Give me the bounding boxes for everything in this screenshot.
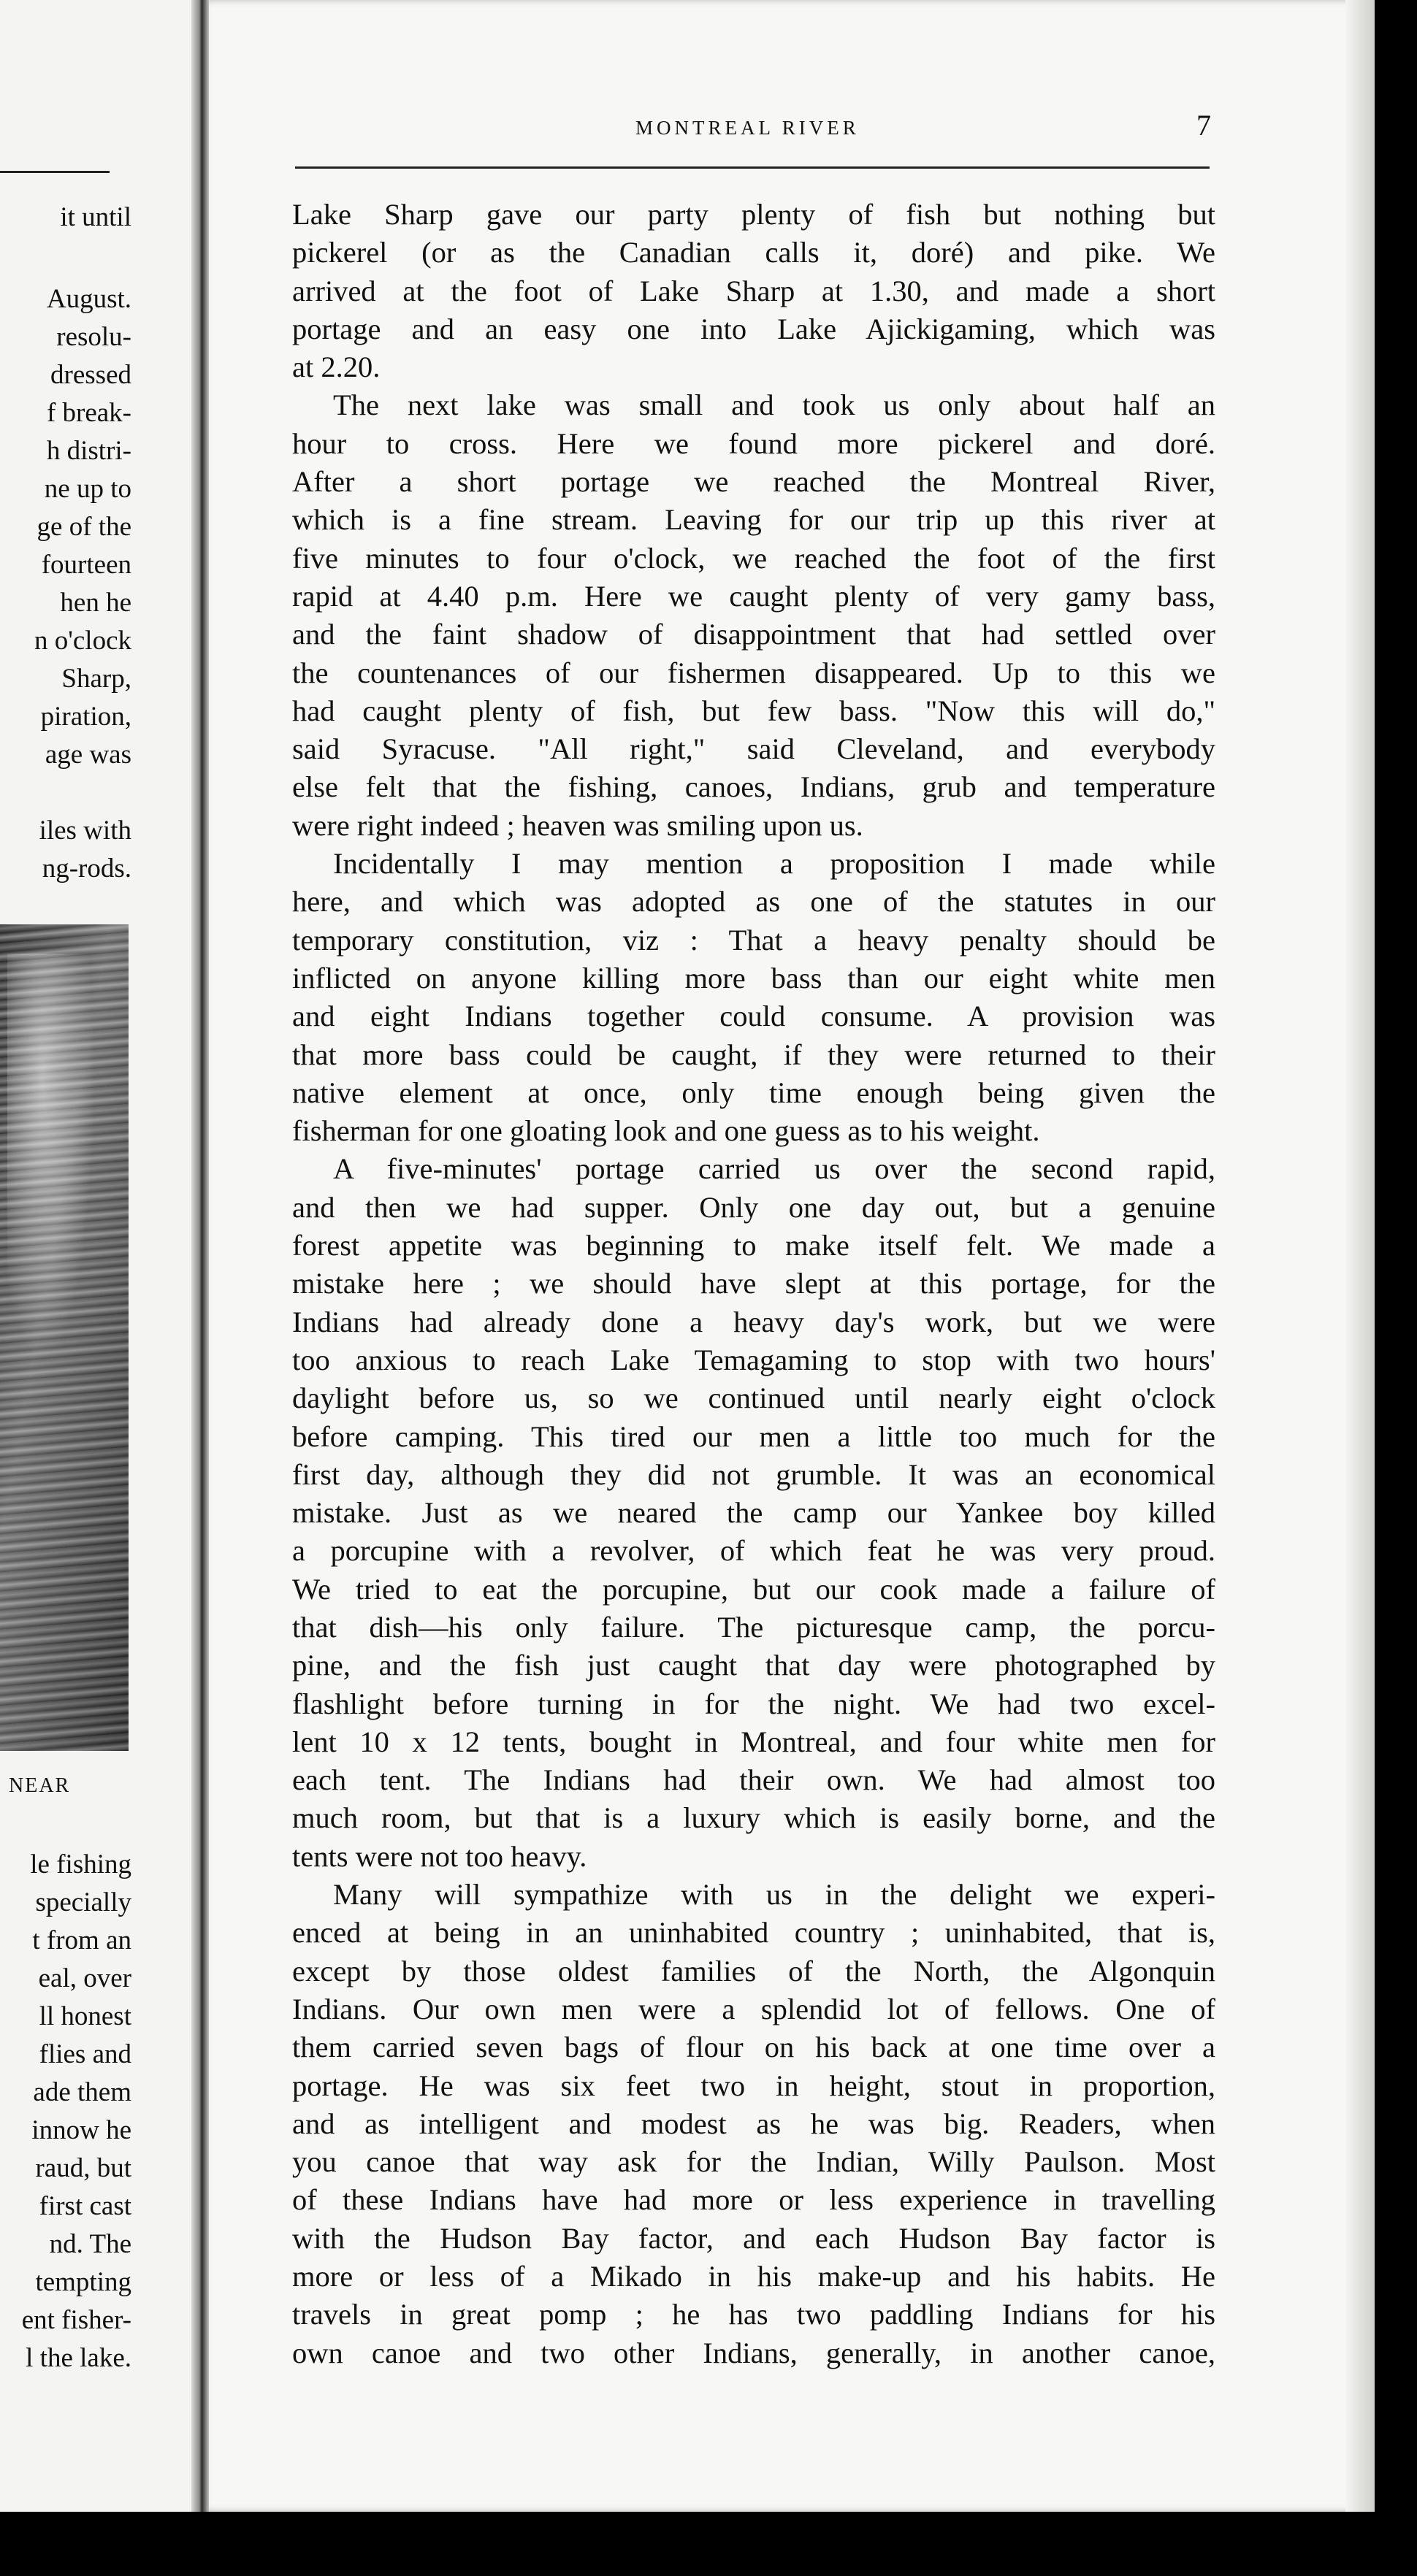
- text-line: a porcupine with a revolver, of which feat he was very proud.: [292, 1534, 1215, 1568]
- text-line: temporary constitution, viz : That a heavy penalty should be: [292, 923, 1215, 957]
- text-line: Indians had already done a heavy day's work, but we were: [292, 1305, 1215, 1338]
- text-line: and as intelligent and modest as he was big. Readers, when: [292, 2107, 1215, 2140]
- previous-page-line: August.: [46, 284, 131, 314]
- text-line: flashlight before turning in for the night. We had two excel-: [292, 1687, 1215, 1720]
- text-line: pickerel (or as the Canadian calls it, doré) and pike. We: [292, 236, 1215, 269]
- text-line: five minutes to four o'clock, we reached the foot of the first: [292, 541, 1215, 575]
- previous-page-line: ll honest: [39, 2001, 131, 2031]
- previous-page-line: hen he: [60, 588, 131, 618]
- text-line: Lake Sharp gave our party plenty of fish but nothing but: [292, 198, 1215, 231]
- text-line: too anxious to reach Lake Temagaming to stop with two hours': [292, 1343, 1215, 1376]
- previous-page-photograph: [0, 924, 129, 1751]
- previous-page-line: dressed: [50, 360, 131, 390]
- text-line: were right indeed ; heaven was smiling upon us.: [292, 808, 863, 842]
- text-line: forest appetite was beginning to make itself felt. We made a: [292, 1229, 1215, 1262]
- page-number: 7: [1196, 109, 1211, 142]
- previous-page-line: innow he: [31, 2115, 131, 2145]
- text-line: with the Hudson Bay factor, and each Hudson Bay factor is: [292, 2221, 1215, 2255]
- text-line: portage and an easy one into Lake Ajickigaming, which was: [292, 312, 1215, 345]
- previous-page-line: n o'clock: [34, 626, 131, 656]
- previous-page-line: raud, but: [35, 2153, 131, 2183]
- text-line: and eight Indians together could consume. A provision was: [292, 1000, 1215, 1033]
- previous-page-line: it until: [60, 202, 131, 232]
- text-line: said Syracuse. "All right," said Cleveland, and everybody: [292, 732, 1215, 766]
- previous-page-line: piration,: [40, 702, 131, 732]
- text-line: pine, and the fish just caught that day were photographed by: [292, 1649, 1215, 1682]
- previous-page-line: eal, over: [38, 1963, 131, 1993]
- photo-highlight: [7, 954, 95, 1362]
- text-line: and the faint shadow of disappointment that had settled over: [292, 618, 1215, 651]
- text-line: before camping. This tired our men a little too much for the: [292, 1419, 1215, 1453]
- previous-page-line: resolu-: [56, 322, 131, 352]
- text-line: that more bass could be caught, if they were returned to their: [292, 1038, 1215, 1071]
- text-line: mistake here ; we should have slept at this portage, for the: [292, 1267, 1215, 1300]
- text-line: fisherman for one gloating look and one guess as to his weight.: [292, 1114, 1040, 1148]
- text-line: much room, but that is a luxury which is easily borne, and the: [292, 1801, 1215, 1835]
- text-line: tents were not too heavy.: [292, 1839, 587, 1873]
- previous-page-line: tempting: [35, 2267, 131, 2297]
- text-line: Indians. Our own men were a splendid lot of fellows. One of: [292, 1992, 1215, 2025]
- previous-page-line: age was: [45, 740, 131, 770]
- text-line: enced at being in an uninhabited country ; uninhabited, that is,: [292, 1916, 1215, 1950]
- previous-page-line: first cast: [39, 2191, 131, 2221]
- previous-page-line: fourteen: [41, 550, 131, 580]
- text-line: arrived at the foot of Lake Sharp at 1.30, and made a short: [292, 274, 1215, 307]
- text-line: travels in great pomp ; he has two paddling Indians for his: [292, 2298, 1215, 2331]
- text-line: here, and which was adopted as one of the statutes in our: [292, 885, 1215, 919]
- text-line: The next lake was small and took us only about half an: [333, 388, 1215, 422]
- book-gutter: [191, 0, 209, 2512]
- running-head: MONTREAL RIVER: [635, 117, 860, 139]
- text-line: the countenances of our fishermen disappeared. Up to this we: [292, 656, 1215, 689]
- previous-page-line: t from an: [32, 1925, 131, 1955]
- previous-page-line: le fishing: [30, 1849, 131, 1879]
- previous-page-line: h distri-: [46, 436, 131, 466]
- text-line: else felt that the fishing, canoes, Indians, grub and temperature: [292, 770, 1215, 804]
- text-line: native element at once, only time enough being given the: [292, 1076, 1215, 1109]
- previous-page-line: ng-rods.: [42, 854, 131, 883]
- text-line: inflicted on anyone killing more bass than our eight white men: [292, 961, 1215, 994]
- text-line: had caught plenty of fish, but few bass. "Now this will do,": [292, 694, 1215, 727]
- text-line: own canoe and two other Indians, generally, in another canoe,: [292, 2336, 1215, 2369]
- text-line: which is a fine stream. Leaving for our trip up this river at: [292, 503, 1215, 537]
- text-line: Incidentally I may mention a proposition I made while: [333, 847, 1215, 881]
- previous-page-line: f break-: [46, 398, 131, 428]
- previous-page-line: l the lake.: [26, 2343, 131, 2373]
- text-line: After a short portage we reached the Montreal River,: [292, 465, 1215, 499]
- previous-page-line: nd. The: [49, 2229, 131, 2259]
- scan-border: [0, 2512, 1417, 2576]
- text-line: that dish—his only failure. The picturesque camp, the porcu-: [292, 1610, 1215, 1644]
- previous-page-line: ge of the: [37, 512, 131, 542]
- text-line: hour to cross. Here we found more pickerel and doré.: [292, 426, 1215, 460]
- text-line: each tent. The Indians had their own. We had almost too: [292, 1763, 1215, 1797]
- text-line: and then we had supper. Only one day out, but a genuine: [292, 1190, 1215, 1224]
- text-line: first day, although they did not grumble. It was an economical: [292, 1457, 1215, 1491]
- previous-page-line: ade them: [33, 2077, 131, 2107]
- photo-caption: NEAR: [9, 1774, 71, 1797]
- text-line: Many will sympathize with us in the delight we experi-: [333, 1878, 1215, 1912]
- previous-page-line: iles with: [39, 816, 131, 846]
- text-line: A five-minutes' portage carried us over the second rapid,: [333, 1152, 1215, 1186]
- text-line: rapid at 4.40 p.m. Here we caught plenty of very gamy bass,: [292, 579, 1215, 613]
- previous-page-line: ne up to: [44, 474, 131, 504]
- previous-page: [0, 0, 210, 2512]
- text-line: daylight before us, so we continued until nearly eight o'clock: [292, 1381, 1215, 1415]
- body-text: [292, 196, 1215, 2372]
- text-line: mistake. Just as we neared the camp our Yankee boy killed: [292, 1496, 1215, 1530]
- text-line: you canoe that way ask for the Indian, Willy Paulson. Most: [292, 2145, 1215, 2179]
- text-line: them carried seven bags of flour on his back at one time over a: [292, 2031, 1215, 2064]
- header-rule: [295, 166, 1210, 169]
- page-edge: [1345, 0, 1375, 2512]
- text-line: of these Indians have had more or less experience in travelling: [292, 2183, 1215, 2217]
- previous-page-rule: [0, 171, 110, 173]
- previous-page-line: specially: [35, 1887, 131, 1917]
- text-line: at 2.20.: [292, 350, 381, 384]
- text-line: We tried to eat the porcupine, but our cook made a failure of: [292, 1572, 1215, 1606]
- previous-page-line: flies and: [39, 2039, 131, 2069]
- text-line: portage. He was six feet two in height, stout in proportion,: [292, 2069, 1215, 2102]
- text-line: lent 10 x 12 tents, bought in Montreal, and four white men for: [292, 1725, 1215, 1758]
- text-line: except by those oldest families of the North, the Algonquin: [292, 1954, 1215, 1987]
- previous-page-line: ent fisher-: [21, 2305, 131, 2335]
- text-line: more or less of a Mikado in his make-up and his habits. He: [292, 2260, 1215, 2293]
- previous-page-line: Sharp,: [61, 664, 131, 694]
